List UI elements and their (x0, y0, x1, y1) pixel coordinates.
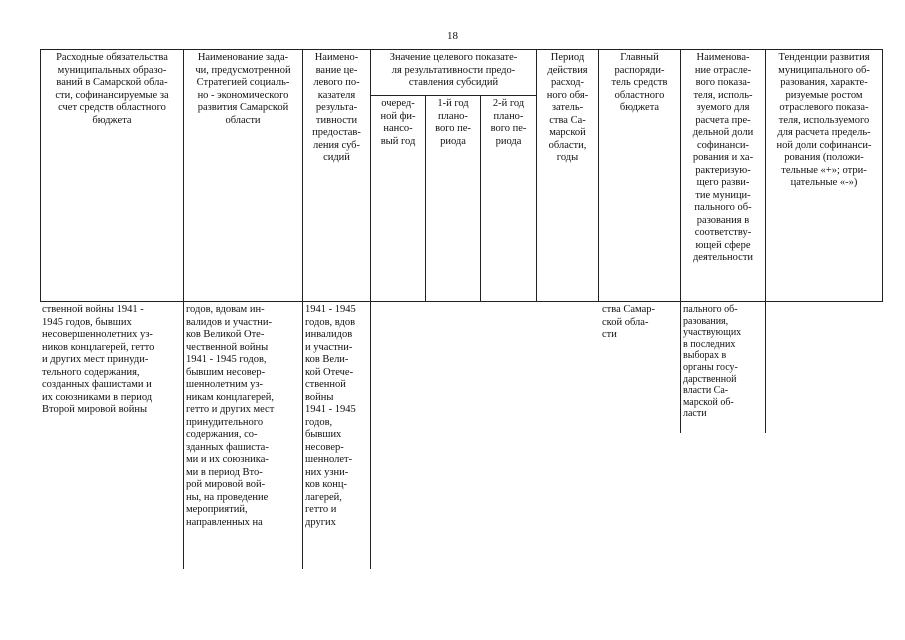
body-col-border-2 (302, 301, 303, 569)
col-border-10 (882, 49, 883, 302)
body-expense-obligations: ственной войны 1941 - 1945 годов, бывших несовершеннолетних уз- ников концлагерей, гетто и других мест принуди- тельного содержания, созданных фашистами и их союзниками в период Второй мировой войны (42, 304, 155, 415)
header-development-trends: Тенденции развития муниципального об- разования, характе- ризуемые ростом отраслевого показа- теля, используемого для расчета предель- ной доли софинанси- рования (положи- тельные «+»; отри- цательные «-») (776, 52, 872, 188)
header-second-plan-year: 2-й год плано- вого пе- риода (490, 98, 527, 147)
body-sector-indicator: пального об- разования, участвующих в последних выборах в органы госу- дарственной власти Са- марской об- ласти (683, 304, 742, 420)
body-chief-administrator: ства Самар- ской обла- сти (602, 304, 655, 340)
body-col-border-9 (765, 301, 766, 433)
page-number: 18 (447, 30, 458, 42)
header-obligation-period: Период действия расход- ного обя- затель- ства Са- марской области, годы (546, 52, 589, 163)
body-indicator-name: 1941 - 1945 годов, вдов инвалидов и участни- ков Вели- кой Отече- ственной войны 1941 - 1945 годов, бывших несовер- шеннолет- них узни- ков конц- лагерей, гетто и других (305, 304, 356, 528)
body-col-border-8 (680, 301, 681, 433)
header-first-plan-year: 1-й год плано- вого пе- риода (435, 98, 471, 147)
header-expense-obligations: Расходные обязательства муниципальных образо- ваний в Самарской обла- сти, софинансируемые за счет средств областного бюджета (55, 52, 169, 126)
body-task-name: годов, вдовам ин- валидов и участни- ков Великой Оте- чественной войны 1941 - 1945 годов, бывшим несовер- шеннолетним уз- никам концлагерей, гетто и других мест принудительного содержания, со- зданных фашиста- ми и их союзника- ми в период Вто- рой мировой вой- ны, на проведение мероприятий, направленных на (186, 304, 275, 528)
header-sector-indicator: Наименова- ние отрасле- вого показа- теля, исполь- зуемого для расчета пре- дельной доли софинанси- рования и ха- рактеризую- щего разви- тие муници- пального об- разования в соответству- ющей сфере деятельности (692, 52, 754, 263)
table-top-border (40, 49, 882, 50)
header-chief-administrator: Главный распоряди- тель средств областного бюджета (611, 52, 668, 113)
body-col-border-3 (370, 301, 371, 569)
col-border-0 (40, 49, 41, 302)
header-task-name: Наименование зада- чи, предусмотренной Стратегией социаль- но - экономического развития Самарской области (195, 52, 291, 126)
header-current-financial-year: очеред- ной фи- нансо- вый год (380, 98, 416, 147)
header-target-value-group: Значение целевого показате- ля результативности предо- ставления субсидий (389, 52, 518, 88)
header-indicator-name: Наимено- вание це- левого по- казателя результа- тивности предостав- ления суб- сидий (312, 52, 361, 163)
body-col-border-1 (183, 301, 184, 569)
subheader-divider (370, 95, 536, 96)
header-bottom-border (40, 301, 882, 302)
